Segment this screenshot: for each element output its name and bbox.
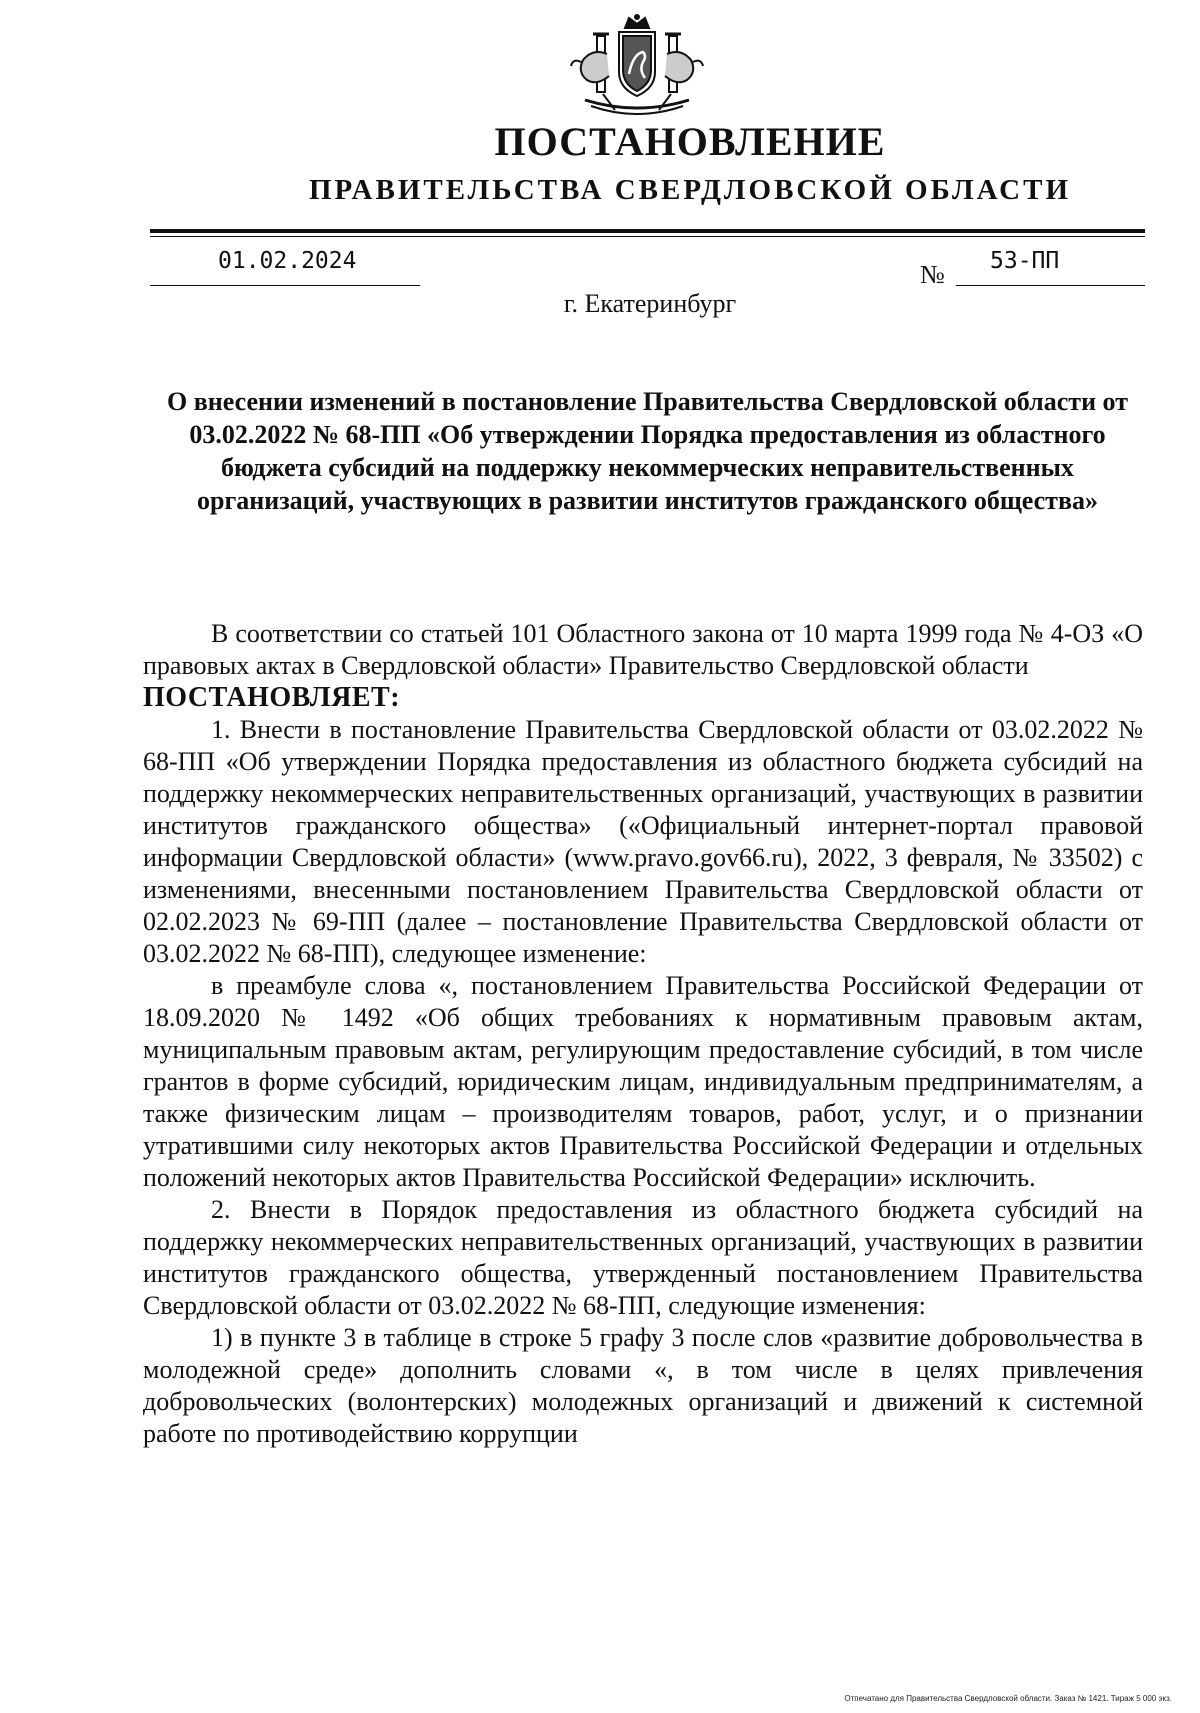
- date-underline: [150, 285, 420, 286]
- number-label: №: [920, 260, 945, 289]
- header-divider-thin: [150, 236, 1145, 237]
- number-underline: [956, 285, 1145, 286]
- document-number: 53-ПП: [990, 248, 1060, 274]
- preamble: В соответствии со статьей 101 Областного закона от 10 марта 1999 года № 4-ОЗ «О правовых актах в Свердловской области» Правительство Свердловской области: [143, 619, 1143, 680]
- document-date: 01.02.2024: [218, 248, 357, 274]
- issuing-authority: ПРАВИТЕЛЬСТВА СВЕРДЛОВСКОЙ ОБЛАСТИ: [308, 174, 1072, 206]
- paragraph: 1. Внести в постановление Правительства Свердловской области от 03.02.2022 № 68-ПП «Об утверждении Порядка предоставления из областного бюджета субсидий на поддержку некоммерческих неправительственных организаций, участвующих в развитии институтов гражданского общества» («Официальный интернет-портал правовой информации Свердловской области» (www.pravo.gov66.ru), 2022, 3 февраля, № 33502) с изменениями, внесенными постановлением Правительства Свердловской области от 02.02.2023 № 69-ПП (далее – постановление Правительства Свердловской области от 03.02.2022 № 68-ПП), следующее изменение:: [143, 715, 1143, 968]
- paragraph: в преамбуле слова «, постановлением Правительства Российской Федерации от 18.09.2020 № 1492 «Об общих требованиях к нормативным правовым актам, муниципальным правовым актам, регулирующим предоставление субсидий, в том числе грантов в форме субсидий, юридическим лицам, индивидуальным предпринимателям, а также физическим лицам – производителям товаров, работ, услуг, и о признании утратившими силу некоторых актов Правительства Российской Федерации и отдельных положений некоторых актов Правительства Российской Федерации» исключить.: [143, 971, 1143, 1192]
- coat-of-arms-icon: [563, 14, 711, 126]
- header-divider: [150, 229, 1145, 233]
- paragraph: 2. Внести в Порядок предоставления из областного бюджета субсидий на поддержку некоммерческих неправительственных организаций, участвующих в развитии институтов гражданского общества, утвержденный постановлением Правительства Свердловской области от 03.02.2022 № 68-ПП, следующие изменения:: [143, 1195, 1143, 1320]
- document-type-title: ПОСТАНОВЛЕНИЕ: [494, 119, 886, 164]
- print-imprint: Отпечатано для Правительства Свердловской области. Заказ № 1421. Тираж 5 000 экз.: [844, 1694, 1172, 1703]
- decree-word: ПОСТАНОВЛЯЕТ:: [143, 682, 401, 713]
- document-heading: О внесении изменений в постановление Правительства Свердловской области от 03.02.2022 № 68-ПП «Об утверждении Порядка предоставления из областного бюджета субсидий на поддержку некоммерческих неправительственных организаций, участвующих в развитии институтов гражданского общества»: [167, 387, 1128, 515]
- paragraph: 1) в пункте 3 в таблице в строке 5 графу 3 после слов «развитие добровольчества в молодежной среде» дополнить словами «, в том числе в целях привлечения добровольческих (волонтерских) молодежных организаций и движений к системной работе по противодействию коррупции: [143, 1323, 1143, 1448]
- document-body: [143, 618, 1143, 1450]
- city: г. Екатеринбург: [563, 289, 737, 318]
